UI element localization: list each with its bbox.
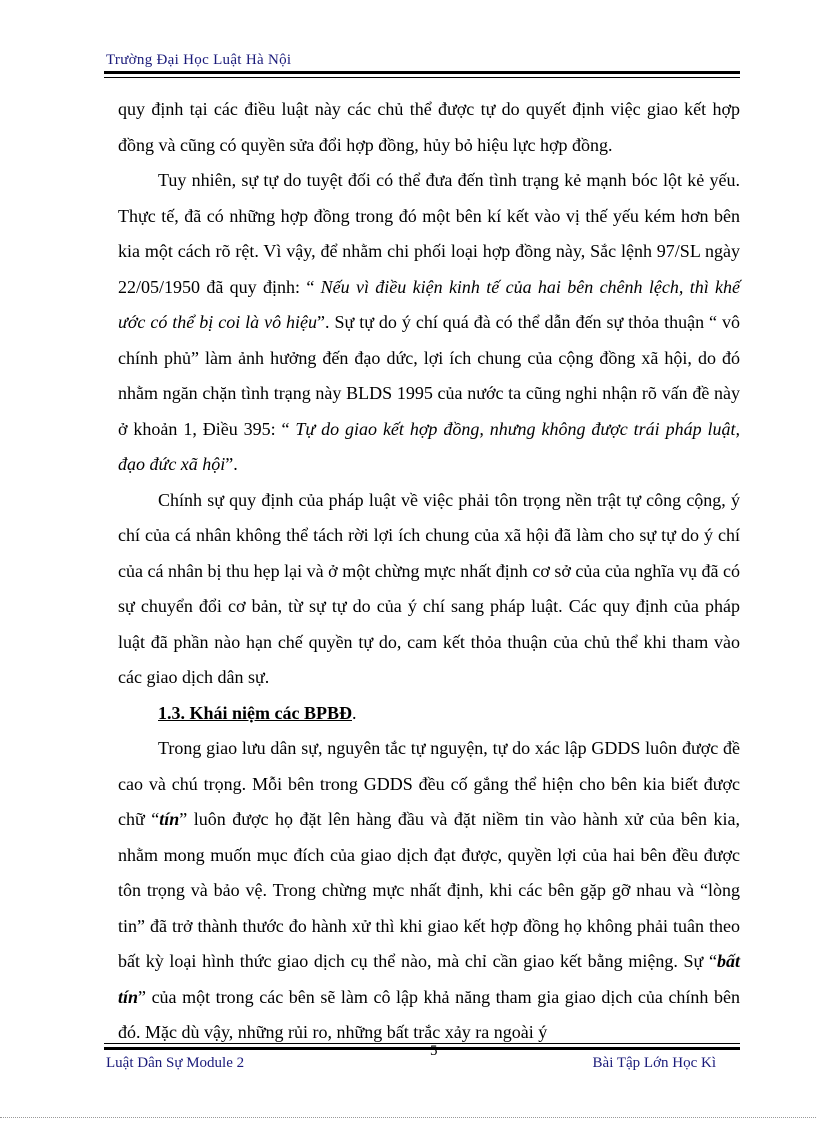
footer-page-number: 5 bbox=[430, 1043, 438, 1059]
footer-rule-thin bbox=[104, 1043, 740, 1044]
header-rule-thin bbox=[104, 77, 740, 78]
paragraph-2-text-a: Tuy nhiên, sự tự do tuyệt đối có thể đưa đến tình trạng kẻ mạnh bóc lột kẻ yếu. Thực tế, đã có những hợp đồng trong đó một bên kí kết vào vị thế yếu kém hơn bên kia một cách rõ rệt. Vì vậy, để nhằm chi phối loại hợp đồng này, Sắc lệnh 97/SL ngày 22/05/1950 đã quy định: “ bbox=[118, 170, 740, 297]
paragraph-4-emphasis-tin: tín bbox=[159, 809, 180, 829]
paragraph-2-text-c: ”. Sự tự do ý chí quá đà có thể dẫn đến sự thỏa thuận “ vô chính phủ” làm ảnh hưởng đến đạo dức, lợi ích chung của cộng đồng xã hội, do đó nhằm ngăn chặn tình trạng này BLDS 1995 của nước ta cũng nghi nhận rõ vấn đề này ở khoản 1, Điều 395: “ bbox=[118, 312, 740, 439]
paragraph-2 bbox=[118, 163, 740, 483]
paragraph-4 bbox=[118, 731, 740, 1051]
paragraph-3: Chính sự quy định của pháp luật về việc phải tôn trọng nền trật tự công cộng, ý chí của cá nhân không thể tách rời lợi ích chung của xã hội đã làm cho sự tự do ý chí của cá nhân bị thu hẹp lại và ở một chừng mực nhất định cơ sở của của nghĩa vụ đã có sự chuyển đổi cơ bản, từ sự tự do của ý chí sang pháp luật. Các quy định của pháp luật đã phần nào hạn chế quyền tự do, cam kết thỏa thuận của chủ thể khi tham vào các giao dịch dân sự. bbox=[118, 489, 740, 687]
paragraph-4-emphasis-bat-tin: bất tín bbox=[118, 951, 740, 1007]
section-heading-text: 1.3. Khái niệm các BPBĐ bbox=[158, 702, 352, 723]
footer-assignment-name: Bài Tập Lớn Học Kì bbox=[592, 1055, 716, 1071]
header-school-name: Trường Đại Học Luật Hà Nội bbox=[106, 52, 292, 68]
paragraph-2-quote-2: Tự do giao kết hợp đồng, nhưng không được trái pháp luật, đạo đức xã hội bbox=[118, 418, 740, 474]
section-heading-tail: . bbox=[352, 702, 357, 723]
paragraph-2-quote-1: Nếu vì điều kiện kinh tế của hai bên chênh lệch, thì khế ước có thể bị coi là vô hiệu bbox=[118, 276, 741, 332]
header-rule-thick bbox=[104, 71, 740, 74]
footer-rule-thick bbox=[104, 1047, 740, 1050]
footer-course-name: Luật Dân Sự Module 2 bbox=[106, 1055, 245, 1071]
document-body bbox=[118, 92, 740, 1051]
paragraph-4-text-a: Trong giao lưu dân sự, nguyên tắc tự nguyện, tự do xác lập GDDS luôn được đề cao và chú trọng. Mỗi bên trong GDDS đều cố gắng thể hiện cho bên kia biết được chữ “ bbox=[118, 738, 740, 829]
paragraph-4-text-c: ” luôn được họ đặt lên hàng đầu và đặt niềm tin vào hành xử của bên kia, nhằm mong muốn mục đích của giao dịch đạt được, quyền lợi của hai bên đều được tôn trọng và bảo vệ. Trong chừng mực nhất định, khi các bên gặp gỡ nhau và “lòng tin” đã trở thành thước đo hành xử thì khi giao kết hợp đồng họ không phải tuân theo bất kỳ loại hình thức giao dịch cụ thể nào, mà chỉ cần giao kết bằng miệng. Sự “ bbox=[118, 809, 740, 971]
section-heading bbox=[118, 696, 740, 732]
paragraph-4-text-e: ” của một trong các bên sẽ làm cô lập khả năng tham gia giao dịch của chính bên đó. Mặc dù vậy, những rủi ro, những bất trắc xảy ra ngoài ý bbox=[118, 986, 740, 1042]
paragraph-1: quy định tại các điều luật này các chủ thể được tự do quyết định việc giao kết hợp đồng và cũng có quyền sửa đổi hợp đồng, hủy bỏ hiệu lực hợp đồng. bbox=[118, 99, 740, 155]
page-bottom-dotted-border bbox=[0, 1117, 816, 1118]
paragraph-2-text-e: ”. bbox=[225, 454, 238, 474]
